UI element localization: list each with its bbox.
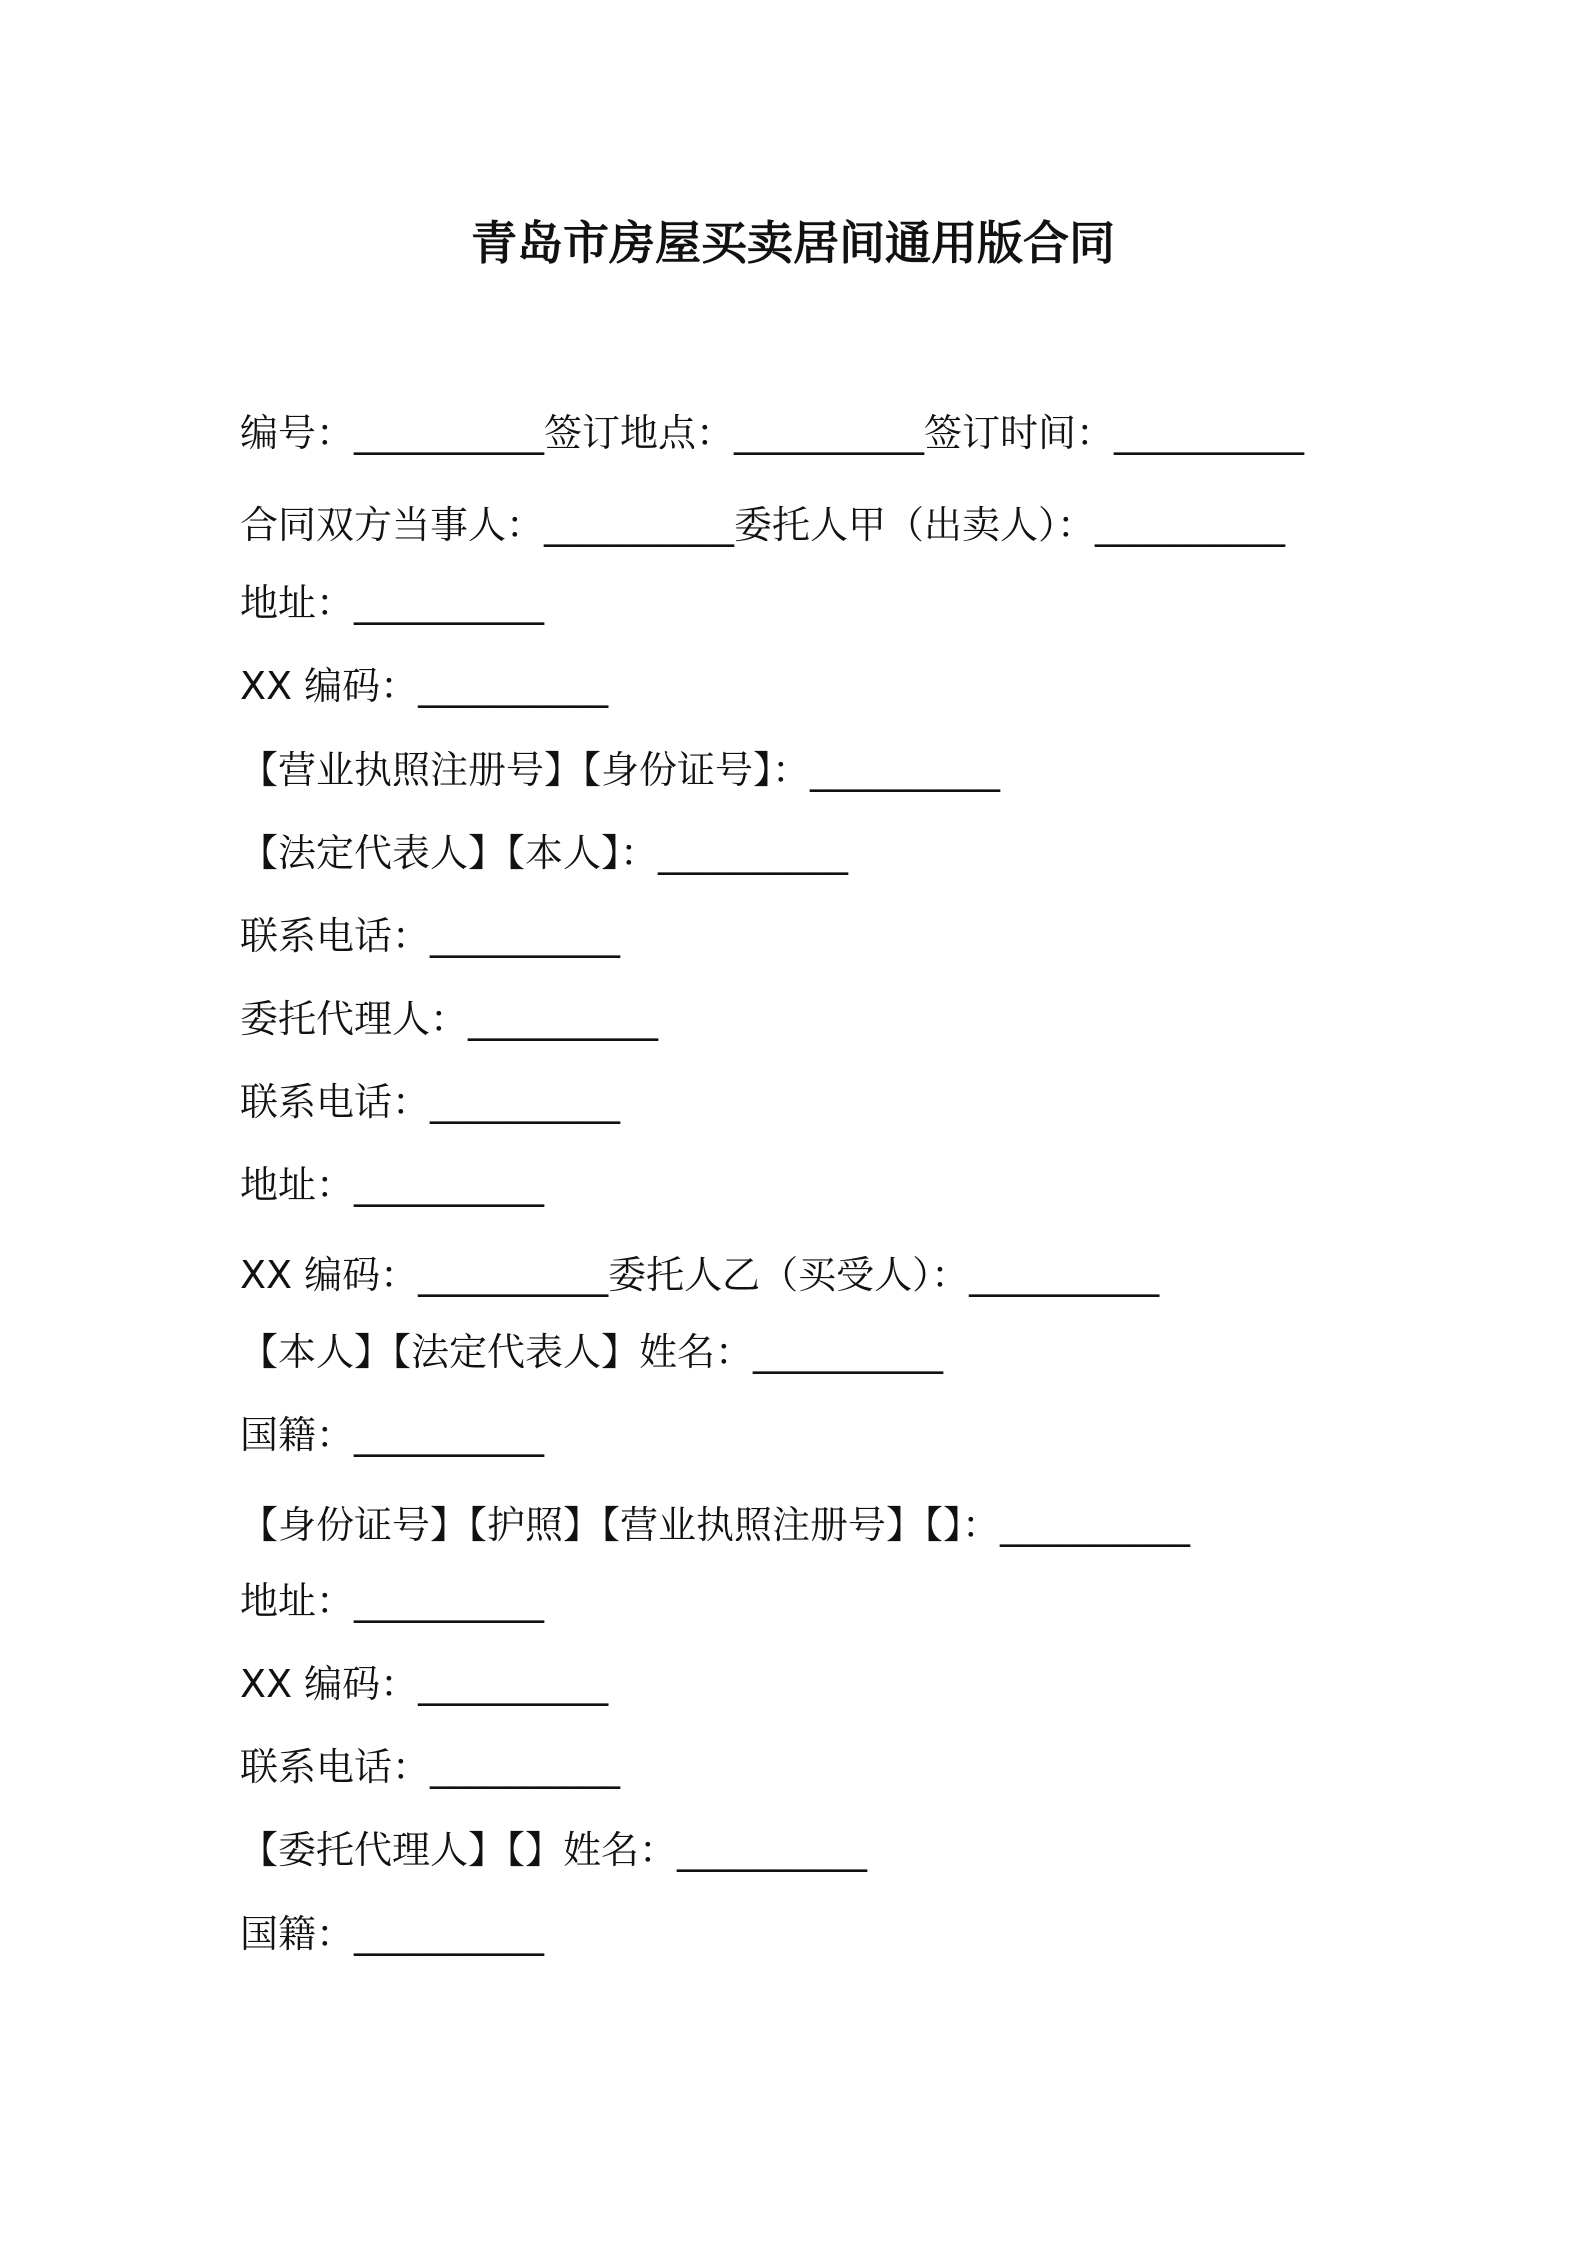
buyer-agent-nationality-line: 国籍：__________ [240, 1912, 545, 1956]
buyer-intro-line: XX 编码：__________委托人乙（买受人）：__________ [240, 1253, 1160, 1297]
buyer-nationality-line: 国籍：__________ [240, 1413, 545, 1457]
seller-phone-line: 联系电话：__________ [240, 914, 621, 958]
seller-agent-line: 委托代理人：__________ [240, 997, 659, 1041]
buyer-agent-name-line: 【委托代理人】【】姓名：__________ [240, 1828, 868, 1872]
document-title: 青岛市房屋买卖居间通用版合同 [471, 216, 1115, 270]
seller-agent-phone-line: 联系电话：__________ [240, 1080, 621, 1124]
seller-id-line: 【营业执照注册号】【身份证号】：__________ [240, 748, 1001, 792]
buyer-phone-line: 联系电话：__________ [240, 1745, 621, 1789]
buyer-name-line: 【本人】【法定代表人】姓名：__________ [240, 1330, 944, 1374]
contract-number-line: 编号：__________签订地点：__________签订时间：__________ [240, 411, 1305, 455]
parties-line: 合同双方当事人：__________委托人甲（出卖人）：__________ [240, 503, 1286, 547]
seller-address-line: 地址：__________ [240, 581, 545, 625]
seller-postcode-line: XX 编码：__________ [240, 664, 609, 708]
seller-agent-address-line: 地址：__________ [240, 1163, 545, 1207]
buyer-address-line: 地址：__________ [240, 1579, 545, 1623]
seller-representative-line: 【法定代表人】【本人】：__________ [240, 831, 849, 875]
buyer-id-line: 【身份证号】【护照】【营业执照注册号】【】：__________ [240, 1503, 1191, 1547]
buyer-postcode-line: XX 编码：__________ [240, 1662, 609, 1706]
